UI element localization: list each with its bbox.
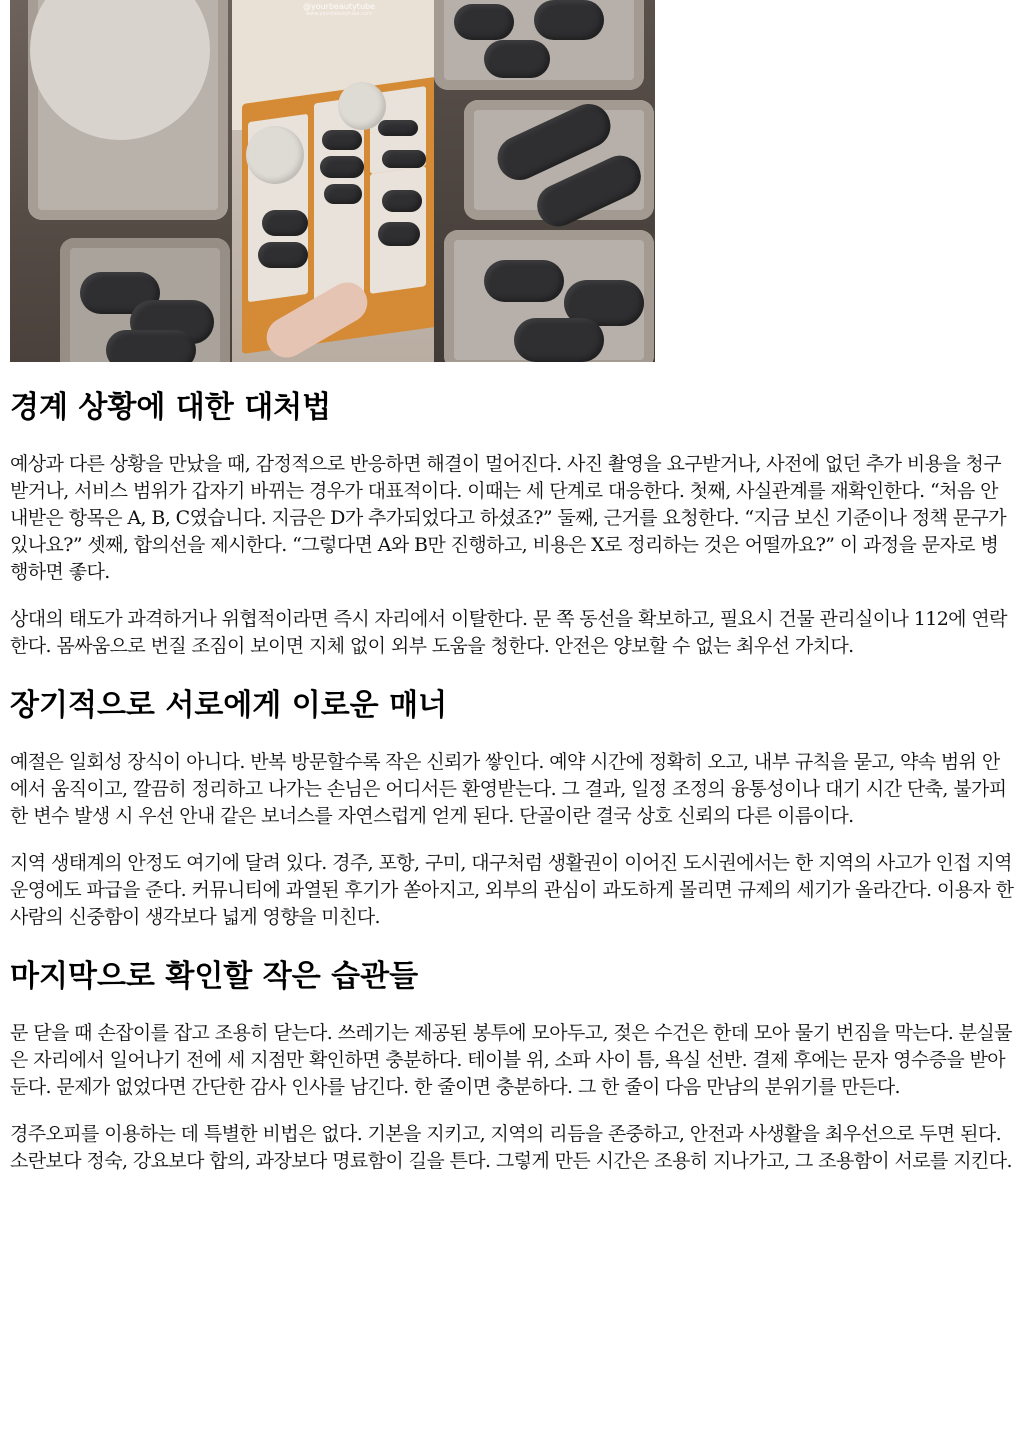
section-heading: 마지막으로 확인할 작은 습관들: [10, 959, 419, 994]
article: [10, 0, 1014, 1175]
paragraph: 예절은 일회성 장식이 아니다. 반복 방문할수록 작은 신뢰가 쌓인다. 예약 시간에 정확히 오고, 내부 규칙을 묻고, 약속 범위 안에서 움직이고, 깔끔히 정리하고 나가는 손님은 어디서든 환영받는다. 그 결과, 일정 조정의 융통성이나 대기 시간 단축, 불가피한 변수 발생 시 우선 안내 같은 보너스를 자연스럽게 얻게 된다. 단골이란 결국 상호 신뢰의 다른 이름이다.: [10, 751, 1007, 827]
photo-center-panel: [232, 0, 434, 362]
photo-left-panel: [10, 0, 232, 362]
photo-watermark: @yourbeautytube www.yourbeautytube.com: [302, 2, 376, 17]
paragraph: 문 닫을 때 손잡이를 잡고 조용히 닫는다. 쓰레기는 제공된 봉투에 모아두고, 젖은 수건은 한데 모아 물기 번짐을 막는다. 분실물은 자리에서 일어나기 전에 세 지점만 확인하면 충분하다. 테이블 위, 소파 사이 틈, 욕실 선반. 결제 후에는 문자 영수증을 받아둔다. 문제가 없었다면 간단한 감사 인사를 남긴다. 한 줄이면 충분하다. 그 한 줄이 다음 만남의 분위기를 만든다.: [10, 1022, 1012, 1098]
section-heading: 경계 상황에 대한 대처법: [10, 390, 332, 425]
paragraph: 지역 생태계의 안정도 여기에 달려 있다. 경주, 포항, 구미, 대구처럼 생활권이 이어진 도시권에서는 한 지역의 사고가 인접 지역 운영에도 파급을 준다. 커뮤니티에 과열된 후기가 쏟아지고, 외부의 관심이 과도하게 몰리면 규제의 세기가 올라간다. 이용자 한 사람의 신중함이 생각보다 넓게 영향을 미친다.: [10, 852, 1014, 928]
paragraph: 경주오피를 이용하는 데 특별한 비법은 없다. 기본을 지키고, 지역의 리듬을 존중하고, 안전과 사생활을 최우선으로 두면 된다. 소란보다 정숙, 강요보다 합의, 과장보다 명료함이 길을 튼다. 그렇게 만든 시간은 조용히 지나가고, 그 조용함이 서로를 지킨다.: [10, 1123, 1012, 1172]
photo-right-panel: [434, 0, 655, 362]
paragraph: 예상과 다른 상황을 만났을 때, 감정적으로 반응하면 해결이 멀어진다. 사진 촬영을 요구받거나, 사전에 없던 추가 비용을 청구받거나, 서비스 범위가 갑자기 바뀌는 경우가 대표적이다. 이때는 세 단계로 대응한다. 첫째, 사실관계를 재확인한다. “처음 안내받은 항목은 A, B, C였습니다. 지금은 D가 추가되었다고 하셨죠?” 둘째, 근거를 요청한다. “지금 보신 기준이나 정책 문구가 있나요?” 셋째, 합의선을 제시한다. “그렇다면 A와 B만 진행하고, 비용은 X로 정리하는 것은 어떨까요?” 이 과정을 문자로 병행하면 좋다.: [10, 453, 1007, 583]
section-heading: 장기적으로 서로에게 이로운 매너: [10, 688, 448, 723]
paragraph: 상대의 태도가 과격하거나 위협적이라면 즉시 자리에서 이탈한다. 문 쪽 동선을 확보하고, 필요시 건물 관리실이나 112에 연락한다. 몸싸움으로 번질 조짐이 보이면 지체 없이 외부 도움을 청한다. 안전은 양보할 수 없는 최우선 가치다.: [10, 608, 1007, 657]
hot-stone-tray-photo: [10, 0, 655, 362]
